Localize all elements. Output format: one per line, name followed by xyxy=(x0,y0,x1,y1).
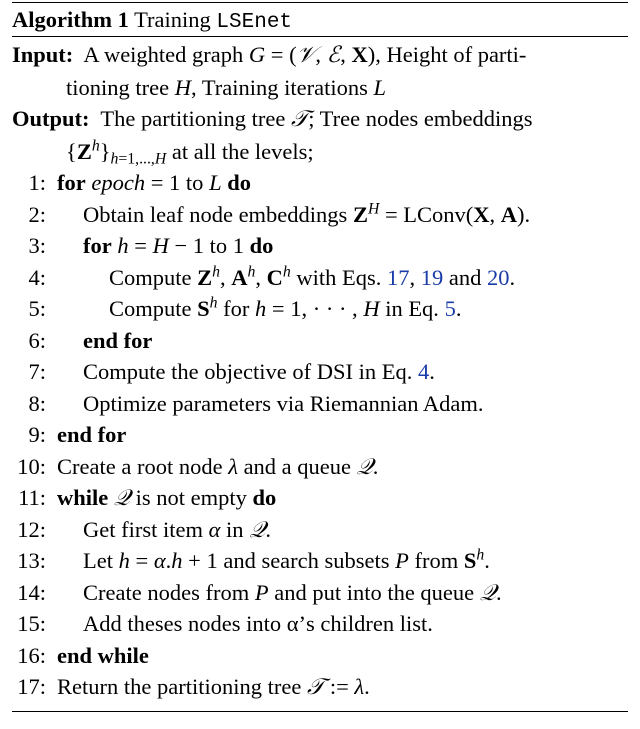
input-text-3: tioning tree xyxy=(66,74,170,100)
step-text: Compute xyxy=(109,296,192,321)
step-text: and a queue xyxy=(243,453,352,479)
line-number: 2: xyxy=(28,201,46,227)
keyword-do: do xyxy=(249,233,274,258)
header-rule xyxy=(12,36,628,37)
line-number: 6: xyxy=(28,327,46,353)
output-text-1: The partitioning tree xyxy=(100,106,286,131)
line-number: 3: xyxy=(28,233,46,258)
equation-ref-link[interactable]: 4 xyxy=(417,359,430,384)
algorithm-label: Algorithm 1 xyxy=(12,7,129,32)
step-line: 4: Compute $Z^h$, $A^h$, $C^h$ with Eqs. 17, 19 and 20. xyxy=(12,262,628,294)
line-number: 10: xyxy=(17,453,46,479)
line-number: 14: xyxy=(17,579,46,605)
step-text: and xyxy=(448,264,482,290)
keyword-end-for: end for xyxy=(83,327,153,353)
keyword-end-while: end while xyxy=(57,642,149,668)
step-line: 11: while 𝒬 is not empty do xyxy=(12,482,628,514)
step-line: 5: Compute $S^h$ for h = 1, · · · , H in Eq. 5. xyxy=(12,293,628,325)
keyword-do: do xyxy=(227,170,251,195)
step-line xyxy=(12,640,628,672)
equation-ref-link[interactable]: 20 xyxy=(487,264,510,290)
step-line: 10: Create a root node λ and a queue 𝒬. xyxy=(12,451,628,483)
line-number: 7: xyxy=(28,359,46,384)
output-text-2: ; Tree nodes embeddings xyxy=(308,106,533,131)
step-line: 17: Return the partitioning tree 𝒯 := λ. xyxy=(12,671,628,703)
line-number: 12: xyxy=(17,516,46,542)
line-number: 17: xyxy=(17,674,46,699)
step-text: Compute xyxy=(109,264,192,290)
line-number: 9: xyxy=(28,422,46,447)
step-line xyxy=(12,388,628,420)
step-line: 14: Create nodes from P and put into the queue 𝒬. xyxy=(12,577,628,609)
keyword-to: to xyxy=(209,233,228,258)
step-text: Optimize parameters via Riemannian Adam. xyxy=(83,390,484,416)
step-text: Add theses nodes into α’s children list. xyxy=(83,611,433,636)
algorithm-name: LSEnet xyxy=(216,11,293,34)
line-number: 5: xyxy=(28,296,46,321)
step-line xyxy=(12,608,628,640)
keyword-end-for: end for xyxy=(57,422,127,447)
step-line: 3: for h = H − 1 to 1 do xyxy=(12,230,628,262)
step-text: and put into the queue xyxy=(274,579,475,605)
keyword-to: to xyxy=(185,170,204,195)
keyword-for: for xyxy=(83,233,112,258)
input-label: Input: xyxy=(12,42,74,67)
line-number: 16: xyxy=(17,642,46,668)
step-text: Let xyxy=(83,548,113,573)
equation-ref-link[interactable]: 19 xyxy=(420,264,444,290)
input-text-4: , Training iterations xyxy=(190,74,368,100)
equation-ref-link[interactable]: 5 xyxy=(444,296,456,321)
step-text: Create a root node xyxy=(57,453,223,479)
step-text: for xyxy=(223,296,250,321)
output-label: Output: xyxy=(12,106,90,131)
algorithm-header xyxy=(12,3,628,36)
step-text: in Eq. xyxy=(385,296,439,321)
step-line xyxy=(12,325,628,357)
step-line: 12: Get first item α in 𝒬. xyxy=(12,514,628,546)
output-text-3: at all the levels; xyxy=(171,138,314,164)
output-block: Output: The partitioning tree 𝒯; Tree nodes embeddings $\{Z^h\}_{h=1,...,H}$ at all the levels; xyxy=(12,106,533,168)
step-text: with Eqs. xyxy=(296,264,382,290)
step-line: 1: for epoch = 1 to L do xyxy=(12,167,628,199)
step-text: Obtain leaf node embeddings xyxy=(83,201,348,227)
step-text: is not empty xyxy=(135,485,247,510)
line-number: 15: xyxy=(17,611,46,636)
keyword-for: for xyxy=(57,170,86,195)
input-text-1: A weighted graph xyxy=(83,42,244,67)
step-text: Return the partitioning tree xyxy=(57,674,302,699)
input-text-2: , Height of parti- xyxy=(375,42,527,67)
bottom-rule xyxy=(12,711,628,712)
equation-ref-link[interactable]: 17 xyxy=(387,264,410,290)
line-number: 11: xyxy=(18,485,46,510)
step-text: from xyxy=(414,548,459,573)
input-block: Input: A weighted graph G = (𝒱, ℰ, X), Height of parti- tioning tree H, Training iterations L xyxy=(12,42,527,100)
keyword-do: do xyxy=(252,485,277,510)
line-number: 13: xyxy=(17,548,46,573)
input-graph-math: G xyxy=(248,42,266,67)
step-text: Get first item xyxy=(83,516,203,542)
keyword-while: while xyxy=(57,485,109,510)
step-text: and search subsets xyxy=(223,548,390,573)
algorithm-box xyxy=(12,2,628,712)
line-number: 1: xyxy=(28,170,46,195)
line-number: 4: xyxy=(28,264,46,290)
step-line: 2: Obtain leaf node embeddings $Z^H$ = LConv(X, A). xyxy=(12,199,628,231)
step-line xyxy=(12,419,628,451)
step-text: Compute the objective of DSI in Eq. xyxy=(83,359,413,384)
step-text: in xyxy=(226,516,244,542)
step-line: 13: Let h = α.h + 1 and search subsets P from $S^h$. xyxy=(12,545,628,577)
algorithm-title: Training xyxy=(134,7,211,32)
line-number: 8: xyxy=(28,390,46,416)
step-text: Create nodes from xyxy=(83,579,250,605)
step-line: 7: Compute the objective of DSI in Eq. 4. xyxy=(12,356,628,388)
